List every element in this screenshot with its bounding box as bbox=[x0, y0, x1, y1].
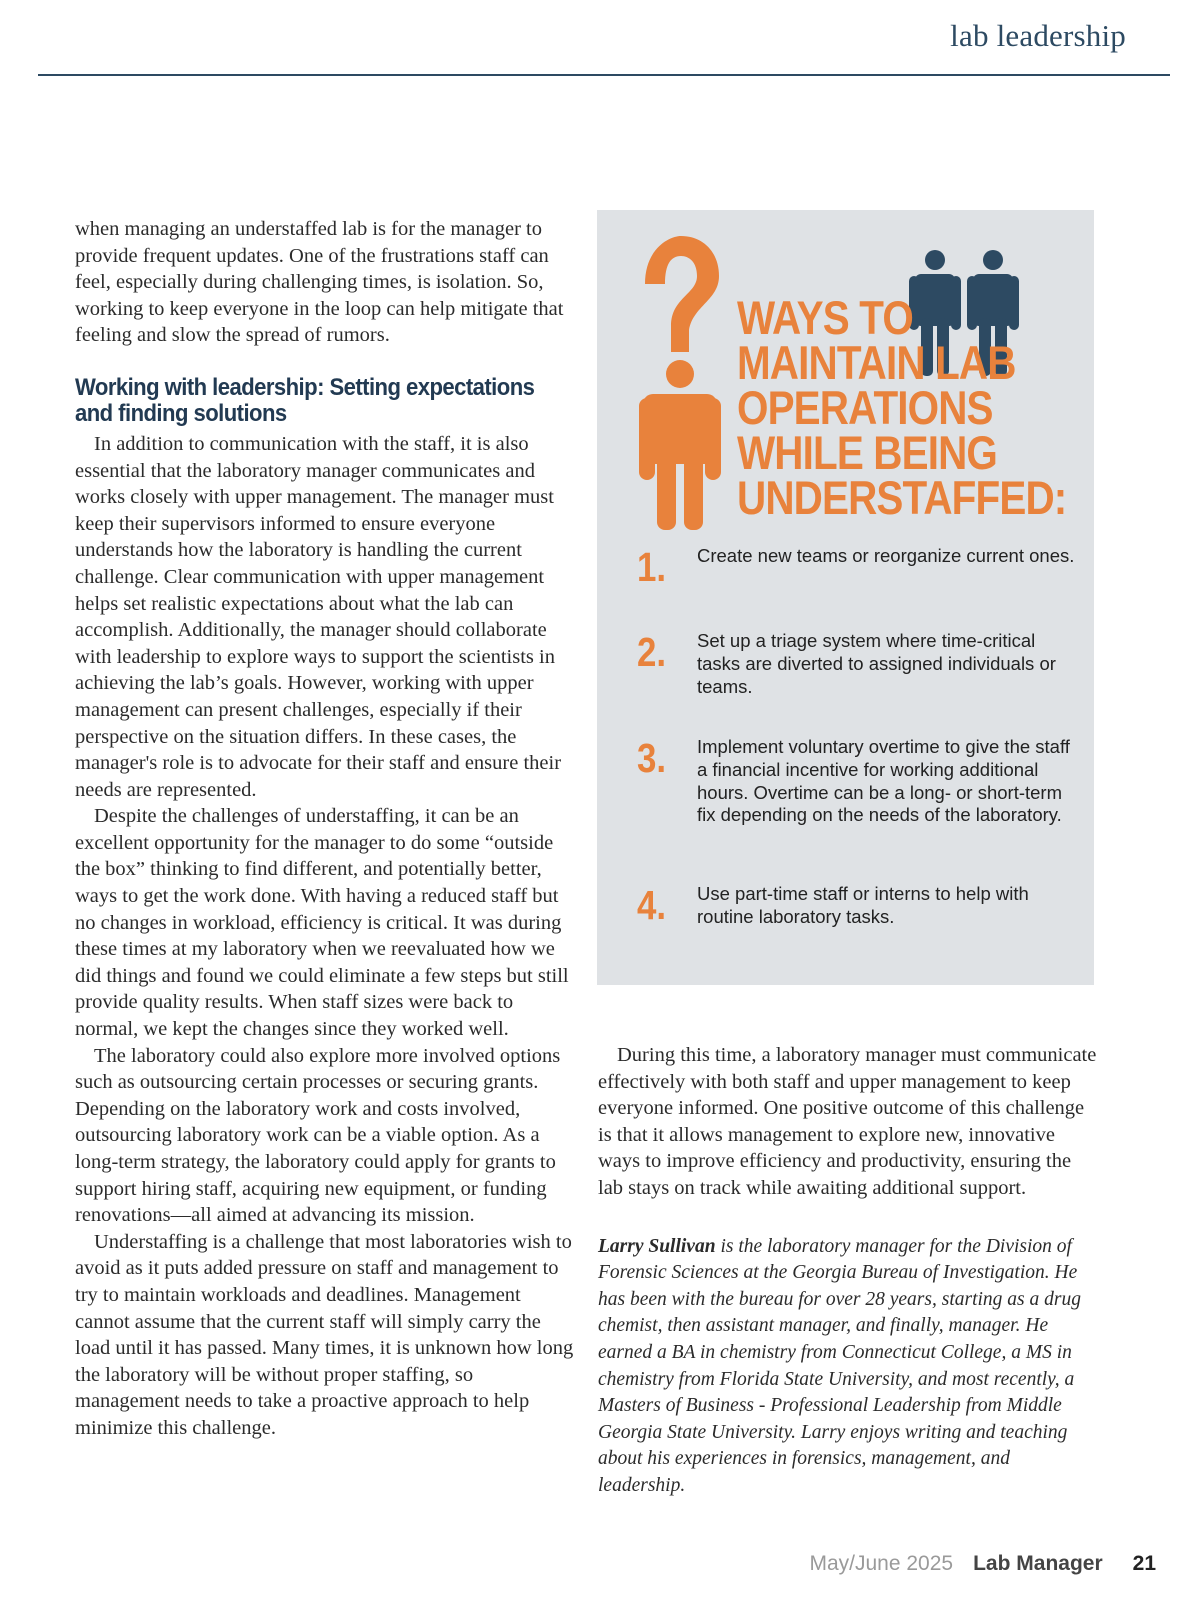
question-person-icon bbox=[635, 232, 723, 532]
paragraph: Despite the challenges of understaffing, it can be an excellent opportunity for the manager to do some “outside the box” thinking to find different, and potentially better, ways to get the work done. With having a reduced staff but no changes in workload, efficiency is critical. It was during these times at my laboratory when we reevaluated how we did things and found we could eliminate a few steps but still provide quality results. When staff sizes were back to normal, we kept the changes since they worked well. bbox=[75, 805, 569, 1041]
infographic-box bbox=[597, 210, 1094, 985]
item-number: 2. bbox=[637, 629, 667, 675]
paragraph: During this time, a laboratory manager must communicate effectively with both staff and upper management to keep everyone informed. One positive outcome of this challenge is that it allows management to explore new, innovative ways to improve efficiency and productivity, ensuring the lab stays on track while awaiting additional support. bbox=[598, 1044, 1097, 1199]
author-name: Larry Sullivan bbox=[598, 1235, 716, 1257]
paragraph: The laboratory could also explore more involved options such as outsourcing certain processes or securing grants. Depending on the laboratory work and costs involved, outsourcing laboratory work can be a viable option. As a long-term strategy, the laboratory could apply for grants to support hiring staff, acquiring new equipment, or funding renovations—all aimed at advancing its mission. bbox=[75, 1044, 561, 1227]
item-text: Implement voluntary overtime to give the staff a financial incentive for working additional hours. Overtime can be a long- or short-term fix depending on the needs of the laboratory. bbox=[697, 736, 1070, 826]
infographic-title: WAYS TO MAINTAIN LAB OPERATIONS WHILE BEING UNDERSTAFFED: bbox=[737, 291, 1067, 524]
header-rule bbox=[38, 74, 1170, 76]
right-column bbox=[598, 1042, 1098, 1500]
paragraph: In addition to communication with the staff, it is also essential that the laboratory manager communicates and works closely with upper management. The manager must keep their supervisors informed to ensure everyone understands how the laboratory is handling the current challenge. Clear communication with upper management helps set realistic expectations about what the lab can accomplish. Additionally, the manager should collaborate with leadership to explore ways to support the scientists in achieving the lab’s goals. However, working with upper management can present challenges, especially if their perspective on the situation differs. In these cases, the manager's role is to advocate for their staff and ensure their needs are represented. bbox=[75, 432, 562, 801]
issue-date: May/June 2025 bbox=[809, 1552, 954, 1575]
subheading: Working with leadership: Setting expectations and finding solutions bbox=[75, 373, 535, 428]
item-text: Create new teams or reorganize current ones. bbox=[697, 545, 1075, 566]
item-number: 4. bbox=[637, 882, 667, 928]
paragraph: Understaffing is a challenge that most laboratories wish to avoid as it puts added pressure on staff and management to try to maintain workloads and deadlines. Management cannot assume that the current staff will simply carry the load until it has passed. Many times, it is unknown how long the laboratory will be without proper staffing, so management needs to take a proactive approach to help minimize this challenge. bbox=[75, 1230, 574, 1439]
item-text: Use part-time staff or interns to help with routine laboratory tasks. bbox=[697, 883, 1029, 927]
section-label: lab leadership bbox=[950, 18, 1126, 53]
item-number: 3. bbox=[637, 735, 667, 781]
magazine-name: Lab Manager bbox=[973, 1552, 1103, 1575]
item-number: 1. bbox=[637, 544, 667, 590]
page-number: 21 bbox=[1132, 1552, 1156, 1575]
paragraph: when managing an understaffed lab is for the manager to provide frequent updates. One of the frustrations staff can feel, especially during challenging times, is isolation. So, working to keep everyone in the loop can help mitigate that feeling and slow the spread of rumors. bbox=[75, 218, 564, 347]
author-bio-text: is the laboratory manager for the Division of Forensic Sciences at the Georgia Bureau of Investigation. He has been with the bureau for over 28 years, starting as a drug chemist, then assistant manager, and finally, manager. He earned a BA in chemistry from Connecticut College, a MS in chemistry from Florida State University, and most recently, a Masters of Business - Professional Leadership from Middle Georgia State University. Larry enjoys writing and teaching about his experiences in forensics, management, and leadership. bbox=[598, 1235, 1081, 1496]
item-text: Set up a triage system where time-critical tasks are diverted to assigned individuals or teams. bbox=[697, 630, 1056, 697]
left-column bbox=[75, 216, 575, 1442]
author-bio bbox=[598, 1234, 1098, 1500]
page-footer bbox=[810, 1552, 1157, 1576]
